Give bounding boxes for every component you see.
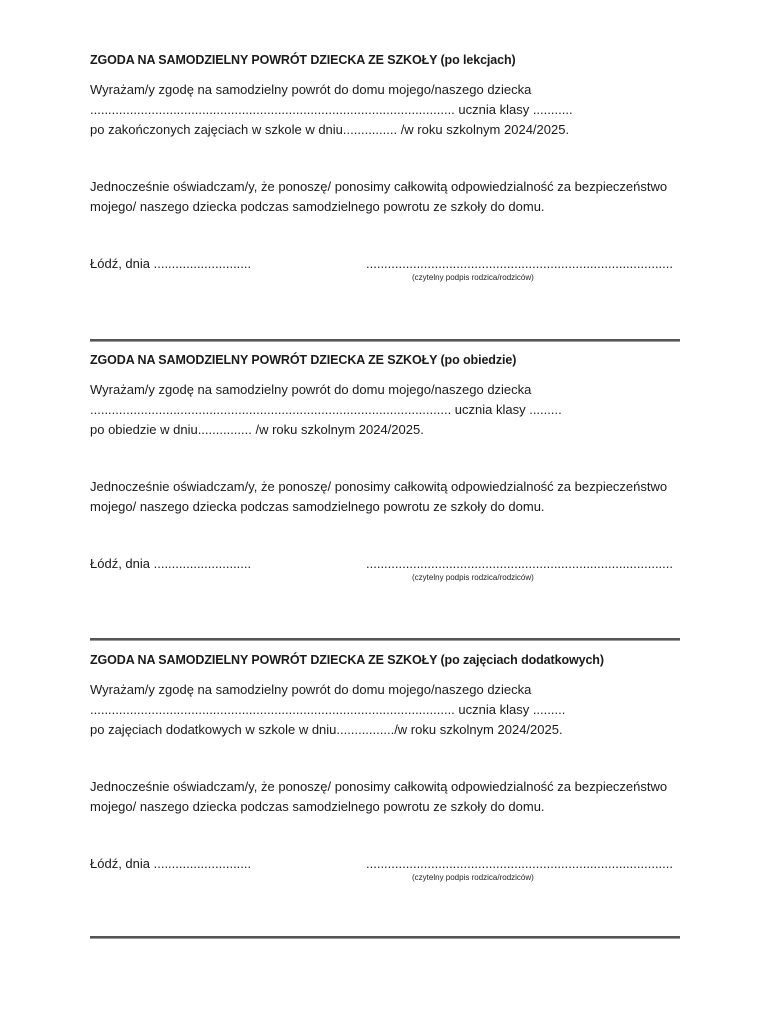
consent-form-after-extra-classes: [90, 653, 680, 886]
signature-row: [90, 256, 680, 286]
consent-form-after-lessons: [90, 53, 680, 286]
responsibility-statement: Jednocześnie oświadczam/y, że ponoszę/ ponosimy całkowitą odpowiedzialność za bezpieczeństwo mojego/ naszego dziecka podczas samodzielnego powrotu ze szkoły do domu.: [90, 779, 668, 814]
responsibility-statement: Jednocześnie oświadczam/y, że ponoszę/ ponosimy całkowitą odpowiedzialność za bezpieczeństwo mojego/ naszego dziecka podczas samodzielnego powrotu ze szkoły do domu.: [90, 179, 668, 214]
section-divider: [90, 936, 680, 939]
consent-line: Wyrażam/y zgodę na samodzielny powrót do domu mojego/naszego dziecka: [90, 682, 532, 697]
signature-field: .....................................................................................: [366, 556, 674, 571]
student-class-line: ..................................................................................................... ucznia klasy .........: [90, 702, 566, 717]
consent-line: Wyrażam/y zgodę na samodzielny powrót do domu mojego/naszego dziecka: [90, 82, 532, 97]
form-title: ZGODA NA SAMODZIELNY POWRÓT DZIECKA ZE SZKOŁY (po obiedzie): [90, 353, 517, 367]
signature-caption: (czytelny podpis rodzica/rodziców): [412, 273, 534, 282]
consent-paragraph: [90, 380, 680, 440]
form-title: ZGODA NA SAMODZIELNY POWRÓT DZIECKA ZE SZKOŁY (po zajęciach dodatkowych): [90, 653, 604, 667]
signature-caption: (czytelny podpis rodzica/rodziców): [412, 573, 534, 582]
signature-caption: (czytelny podpis rodzica/rodziców): [412, 873, 534, 882]
student-class-line: .................................................................................................... ucznia klasy .........: [90, 402, 562, 417]
section-divider: [90, 638, 680, 641]
date-year-line: po obiedzie w dniu............... /w roku szkolnym 2024/2025.: [90, 422, 424, 437]
consent-line: Wyrażam/y zgodę na samodzielny powrót do domu mojego/naszego dziecka: [90, 382, 532, 397]
consent-paragraph: [90, 80, 680, 140]
date-year-line: po zakończonych zajęciach w szkole w dniu............... /w roku szkolnym 2024/2025.: [90, 122, 570, 137]
form-title: ZGODA NA SAMODZIELNY POWRÓT DZIECKA ZE SZKOŁY (po lekcjach): [90, 53, 516, 67]
signature-field: .....................................................................................: [366, 856, 674, 871]
date-year-line: po zajęciach dodatkowych w szkole w dniu................/w roku szkolnym 2024/2025.: [90, 722, 563, 737]
signature-row: [90, 856, 680, 886]
student-class-line: ..................................................................................................... ucznia klasy ...........: [90, 102, 573, 117]
city-date-field: Łódź, dnia ...........................: [90, 856, 252, 871]
signature-field: .....................................................................................: [366, 256, 674, 271]
city-date-field: Łódź, dnia ...........................: [90, 256, 252, 271]
responsibility-statement: Jednocześnie oświadczam/y, że ponoszę/ ponosimy całkowitą odpowiedzialność za bezpieczeństwo mojego/ naszego dziecka podczas samodzielnego powrotu ze szkoły do domu.: [90, 479, 668, 514]
city-date-field: Łódź, dnia ...........................: [90, 556, 252, 571]
consent-form-after-lunch: [90, 353, 680, 586]
consent-paragraph: [90, 680, 680, 740]
section-divider: [90, 339, 680, 342]
signature-row: [90, 556, 680, 586]
